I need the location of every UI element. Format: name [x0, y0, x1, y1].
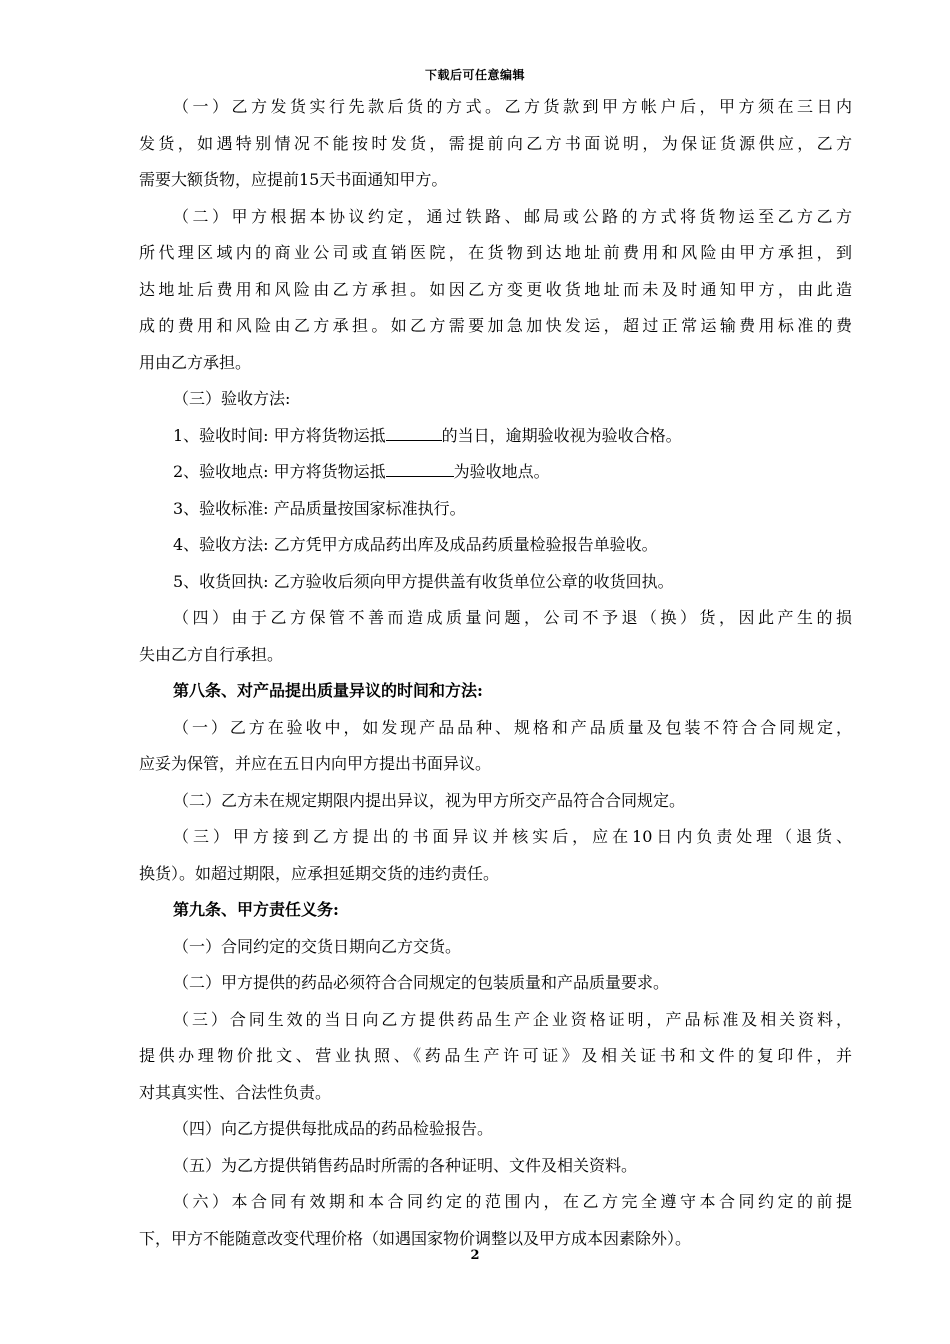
- body-line: （一）乙方在验收中，如发现产品品种、规格和产品质量及包装不符合合同规定，: [173, 717, 852, 737]
- body-line: （三）验收方法:: [173, 389, 291, 408]
- body-line: 达地址后费用和风险由乙方承担。如因乙方变更收货地址而未及时通知甲方，由此造: [139, 279, 852, 299]
- body-line: 需要大额货物，应提前15天书面通知甲方。: [139, 170, 448, 189]
- body-line: 换货）。如超过期限，应承担延期交货的违约责任。: [139, 863, 500, 883]
- body-line: （一）乙方发货实行先款后货的方式。乙方货款到甲方帐户后，甲方须在三日内: [173, 97, 852, 116]
- body-line: 应妥为保管，并应在五日内向甲方提出书面异议。: [139, 754, 492, 773]
- body-line: （二）甲方根据本协议约定，通过铁路、邮局或公路的方式将货物运至乙方乙方: [173, 206, 852, 226]
- body-line: 所代理区域内的商业公司或直销医院，在货物到达地址前费用和风险由甲方承担，到: [139, 243, 852, 262]
- fill-in-blank: [386, 458, 454, 477]
- document-body: [139, 89, 852, 1257]
- fill-in-blank: [386, 422, 442, 441]
- body-line: （二）甲方提供的药品必须符合合同规定的包装质量和产品质量要求。: [173, 973, 670, 992]
- body-line: 4、验收方法: 乙方凭甲方成品药出库及成品药质量检验报告单验收。: [173, 535, 658, 554]
- body-line: （三）合同生效的当日向乙方提供药品生产企业资格证明，产品标准及相关资料，: [173, 1009, 852, 1029]
- acceptance-time-line: [139, 418, 852, 455]
- body-line: （一）合同约定的交货日期向乙方交货。: [173, 936, 462, 956]
- page-number: 2: [470, 1248, 480, 1263]
- line-text-after: 为验收地点。: [453, 462, 550, 481]
- line-text-before: 1、验收时间: 甲方将货物运抵: [173, 425, 386, 445]
- body-line: （五）为乙方提供销售药品时所需的各种证明、文件及相关资料。: [173, 1155, 638, 1175]
- line-text-after: 的当日，逾期验收视为验收合格。: [441, 425, 682, 445]
- page-header: 下载后可任意编辑: [424, 68, 525, 82]
- body-line: 失由乙方自行承担。: [139, 644, 284, 664]
- body-line: 5、收货回执: 乙方验收后须向甲方提供盖有收货单位公章的收货回执。: [173, 571, 674, 591]
- body-line: （四）向乙方提供每批成品的药品检验报告。: [173, 1119, 494, 1138]
- body-line: 成的费用和风险由乙方承担。如乙方需要加急加快发运，超过正常运输费用标准的费: [139, 316, 852, 335]
- body-line: 发货，如遇特别情况不能按时发货，需提前向乙方书面说明，为保证货源供应，乙方: [139, 133, 852, 153]
- body-line: 下，甲方不能随意改变代理价格（如遇国家物价调整以及甲方成本因素除外）。: [139, 1228, 692, 1248]
- body-line: （六）本合同有效期和本合同约定的范围内，在乙方完全遵守本合同约定的前提: [173, 1192, 852, 1211]
- body-line: （四）由于乙方保管不善而造成质量问题，公司不予退（换）货，因此产生的损: [173, 608, 852, 627]
- line-text-before: 2、验收地点: 甲方将货物运抵: [173, 462, 386, 481]
- body-line: 提供办理物价批文、营业执照、《药品生产许可证》及相关证书和文件的复印件，并: [139, 1046, 852, 1065]
- section-heading: 第九条、甲方责任义务:: [173, 900, 339, 919]
- body-line: 3、验收标准: 产品质量按国家标准执行。: [173, 498, 466, 518]
- section-heading: 第八条、对产品提出质量异议的时间和方法:: [173, 681, 483, 700]
- body-line: （二）乙方未在规定期限内提出异议，视为甲方所交产品符合合同规定。: [173, 790, 686, 810]
- body-line: 对其真实性、合法性负责。: [139, 1082, 332, 1102]
- acceptance-place-line: [139, 454, 852, 491]
- body-line: （三）甲方接到乙方提出的书面异议并核实后，应在10日内负责处理（退货、: [173, 827, 852, 846]
- body-line: 用由乙方承担。: [139, 352, 252, 372]
